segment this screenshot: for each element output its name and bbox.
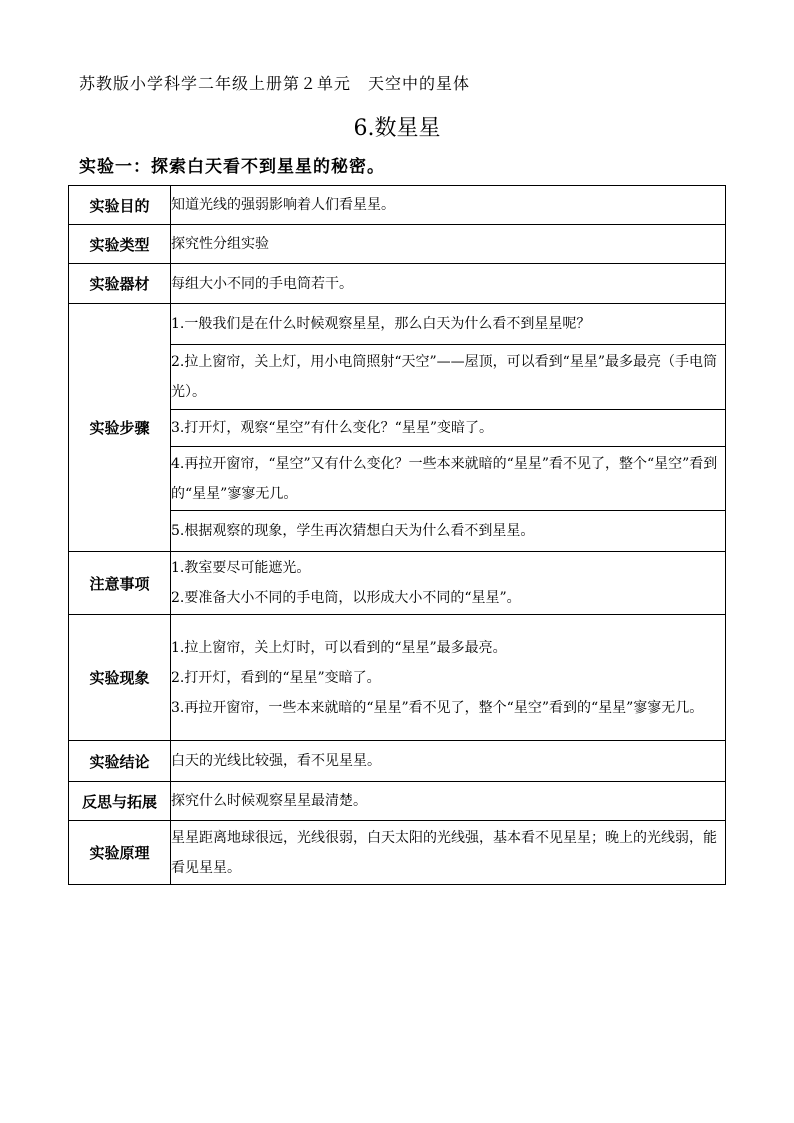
materials-label: 实验器材 (69, 264, 171, 304)
document-header: 苏教版小学科学二年级上册第２单元 天空中的星体 (79, 74, 471, 93)
step-item: 2.拉上窗帘，关上灯，用小电筒照射“天空”——屋顶，可以看到“星星”最多最亮（手电筒光）。 (171, 345, 726, 410)
step-item: 4.再拉开窗帘，“星空”又有什么变化？一些本来就暗的“星星”看不见了，整个“星空”看到的“星星”寥寥无几。 (171, 447, 726, 511)
reflection-label: 反思与拓展 (69, 782, 171, 821)
phenomena-content (171, 615, 726, 741)
phenomenon-item: 1.拉上窗帘，关上灯时，可以看到的“星星”最多最亮。 (171, 639, 507, 656)
phenomena-label: 实验现象 (69, 615, 171, 741)
table-row (69, 186, 726, 225)
type-text: 探究性分组实验 (171, 225, 726, 264)
table-row (69, 741, 726, 782)
materials-text: 每组大小不同的手电筒若干。 (171, 264, 726, 304)
type-label: 实验类型 (69, 225, 171, 264)
note-item: 1.教室要尽可能遮光。 (171, 560, 311, 576)
principle-label: 实验原理 (69, 821, 171, 885)
purpose-text: 知道光线的强弱影响着人们看星星。 (171, 186, 726, 225)
note-item: 2.要准备大小不同的手电筒，以形成大小不同的“星星”。 (171, 590, 521, 606)
table-row (69, 304, 726, 345)
principle-text: 星星距离地球很远，光线很弱，白天太阳的光线强，基本看不见星星；晚上的光线弱，能看见星星。 (171, 821, 726, 885)
conclusion-text: 白天的光线比较强，看不见星星。 (171, 741, 726, 782)
experiment-table (68, 185, 726, 885)
step-item: 3.打开灯，观察“星空”有什么变化？“星星”变暗了。 (171, 410, 726, 447)
table-row (69, 782, 726, 821)
experiment-title: 实验一：探索白天看不到星星的秘密。 (79, 157, 385, 177)
notes-label: 注意事项 (69, 552, 171, 615)
table-row (69, 225, 726, 264)
phenomenon-item: 2.打开灯，看到的“星星”变暗了。 (171, 669, 381, 686)
table-row (69, 821, 726, 885)
notes-content (171, 552, 726, 615)
conclusion-label: 实验结论 (69, 741, 171, 782)
steps-label: 实验步骤 (69, 304, 171, 552)
step-item: 1.一般我们是在什么时候观察星星，那么白天为什么看不到星星呢？ (171, 304, 726, 345)
table-row (69, 615, 726, 741)
step-item: 5.根据观察的现象，学生再次猜想白天为什么看不到星星。 (171, 511, 726, 552)
phenomenon-item: 3.再拉开窗帘，一些本来就暗的“星星”看不见了，整个“星空”看到的“星星”寥寥无几。 (171, 699, 704, 716)
purpose-label: 实验目的 (69, 186, 171, 225)
reflection-text: 探究什么时候观察星星最清楚。 (171, 782, 726, 821)
lesson-title: 6.数星星 (353, 116, 441, 141)
table-row (69, 264, 726, 304)
table-row (69, 552, 726, 615)
